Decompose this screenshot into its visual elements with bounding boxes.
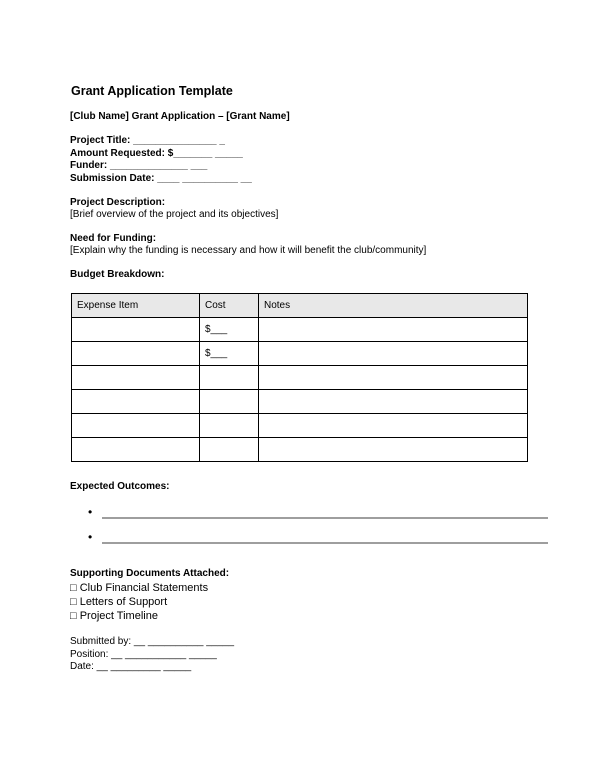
notes-cell — [259, 342, 528, 366]
notes-cell — [259, 414, 528, 438]
notes-cell — [259, 318, 528, 342]
expense-item-cell — [72, 414, 200, 438]
project-description-text: [Brief overview of the project and its objectives] — [70, 209, 279, 220]
bullet-underline — [102, 517, 548, 519]
expense-item-cell — [72, 390, 200, 414]
outcome-bullet-line — [88, 507, 548, 519]
budget-table-header-row — [72, 294, 528, 318]
budget-table — [71, 293, 528, 462]
notes-cell — [259, 366, 528, 390]
document-title: Grant Application Template — [71, 84, 233, 98]
funder-field: Funder: ______________ ___ — [70, 160, 208, 171]
checkbox-item-financial-statements: □ Club Financial Statements — [70, 582, 209, 594]
notes-cell — [259, 438, 528, 462]
need-for-funding-text: [Explain why the funding is necessary and how it will benefit the club/community] — [70, 245, 427, 256]
cost-cell — [200, 366, 259, 390]
checkbox-item-project-timeline: □ Project Timeline — [70, 610, 158, 622]
cost-cell — [200, 414, 259, 438]
bullet-dot-icon: • — [88, 530, 93, 544]
submitted-by-field: Submitted by: __ __________ _____ — [70, 636, 235, 647]
expense-item-cell — [72, 318, 200, 342]
bullet-dot-icon: • — [88, 505, 93, 519]
budget-breakdown-heading: Budget Breakdown: — [70, 269, 165, 280]
expected-outcomes-heading: Expected Outcomes: — [70, 481, 170, 492]
cost-cell — [200, 438, 259, 462]
document-subtitle: [Club Name] Grant Application – [Grant Name] — [70, 111, 290, 122]
date-field: Date: __ _________ _____ — [70, 661, 192, 672]
position-field: Position: __ ___________ _____ — [70, 649, 217, 660]
project-title-field: Project Title: _______________ _ — [70, 135, 225, 146]
project-description-heading: Project Description: — [70, 197, 166, 208]
checkbox-item-letters-of-support: □ Letters of Support — [70, 596, 168, 608]
outcome-bullet-line — [88, 532, 548, 544]
cost-cell: $___ — [200, 342, 259, 366]
bullet-underline — [102, 542, 548, 544]
expense-item-cell — [72, 366, 200, 390]
header-notes: Notes — [259, 294, 528, 318]
header-expense-item: Expense Item — [72, 294, 200, 318]
table-row — [72, 342, 528, 366]
notes-cell — [259, 390, 528, 414]
submission-date-field: Submission Date: ____ __________ __ — [70, 173, 252, 184]
table-row — [72, 318, 528, 342]
table-row — [72, 390, 528, 414]
table-row — [72, 438, 528, 462]
expense-item-cell — [72, 438, 200, 462]
cost-cell — [200, 390, 259, 414]
need-for-funding-heading: Need for Funding: — [70, 233, 157, 244]
header-cost: Cost — [200, 294, 259, 318]
amount-requested-field: Amount Requested: $_______ _____ — [70, 148, 243, 159]
cost-cell: $___ — [200, 318, 259, 342]
table-row — [72, 366, 528, 390]
expense-item-cell — [72, 342, 200, 366]
table-row — [72, 414, 528, 438]
supporting-documents-heading: Supporting Documents Attached: — [70, 568, 230, 579]
